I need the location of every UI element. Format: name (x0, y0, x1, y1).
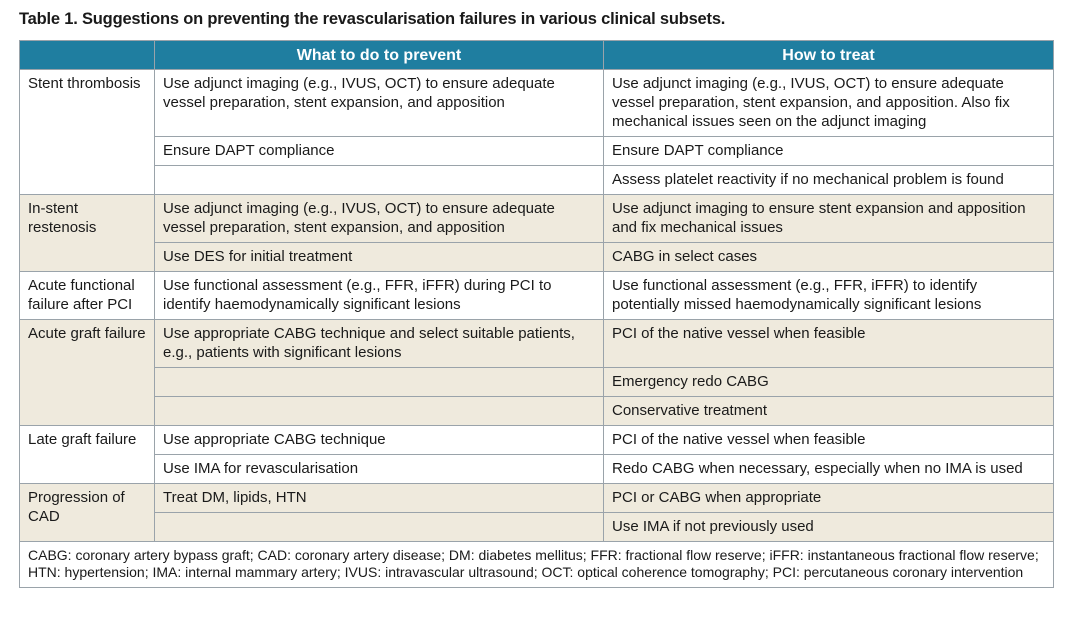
prevent-cell (155, 397, 604, 426)
prevent-cell: Treat DM, lipids, HTN (155, 484, 604, 513)
table-row (20, 426, 1054, 455)
prevent-cell (155, 166, 604, 195)
header-prevent: What to do to prevent (155, 41, 604, 70)
abbreviations-footnote: CABG: coronary artery bypass graft; CAD: coronary artery disease; DM: diabetes mellitus; FFR: fractional flow reserve; iFFR: instantaneous fractional flow reserve; HTN: hypertension; IMA: internal mammary artery; IVUS: intravascular ultrasound; OCT: optical coherence tomography; PCI: percutaneous coronary intervention (20, 542, 1054, 588)
treat-cell: PCI of the native vessel when feasible (604, 320, 1054, 368)
table-row (20, 455, 1054, 484)
prevent-cell: Ensure DAPT compliance (155, 137, 604, 166)
prevent-cell (155, 513, 604, 542)
prevent-cell: Use adjunct imaging (e.g., IVUS, OCT) to ensure adequate vessel preparation, stent expansion, and apposition (155, 195, 604, 243)
treat-cell: Use adjunct imaging to ensure stent expansion and apposition and fix mechanical issues (604, 195, 1054, 243)
table-row (20, 513, 1054, 542)
treat-cell: Conservative treatment (604, 397, 1054, 426)
table-row (20, 484, 1054, 513)
subset-cell: Acute functional failure after PCI (20, 272, 155, 320)
subset-cell: Stent thrombosis (20, 70, 155, 195)
treat-cell: Use IMA if not previously used (604, 513, 1054, 542)
prevent-cell: Use functional assessment (e.g., FFR, iFFR) during PCI to identify haemodynamically significant lesions (155, 272, 604, 320)
subset-cell: Late graft failure (20, 426, 155, 484)
subset-cell: Acute graft failure (20, 320, 155, 426)
header-subset (20, 41, 155, 70)
table-header-row (20, 41, 1054, 70)
table-row (20, 243, 1054, 272)
table-row (20, 368, 1054, 397)
table-row (20, 397, 1054, 426)
footnote-row (20, 542, 1054, 588)
prevent-cell: Use adjunct imaging (e.g., IVUS, OCT) to ensure adequate vessel preparation, stent expansion, and apposition (155, 70, 604, 137)
treat-cell: PCI or CABG when appropriate (604, 484, 1054, 513)
treat-cell: Ensure DAPT compliance (604, 137, 1054, 166)
prevent-cell: Use IMA for revascularisation (155, 455, 604, 484)
treat-cell: Emergency redo CABG (604, 368, 1054, 397)
treat-cell: Redo CABG when necessary, especially when no IMA is used (604, 455, 1054, 484)
header-treat: How to treat (604, 41, 1054, 70)
table-row (20, 166, 1054, 195)
treat-cell: Use functional assessment (e.g., FFR, iFFR) to identify potentially missed haemodynamically significant lesions (604, 272, 1054, 320)
treat-cell: PCI of the native vessel when feasible (604, 426, 1054, 455)
prevent-cell: Use appropriate CABG technique and select suitable patients, e.g., patients with significant lesions (155, 320, 604, 368)
table-row (20, 195, 1054, 243)
table-row (20, 137, 1054, 166)
subset-cell: In-stent restenosis (20, 195, 155, 272)
treat-cell: Use adjunct imaging (e.g., IVUS, OCT) to ensure adequate vessel preparation, stent expansion, and apposition. Also fix mechanical issues seen on the adjunct imaging (604, 70, 1054, 137)
table-row (20, 320, 1054, 368)
suggestions-table (19, 40, 1054, 588)
treat-cell: Assess platelet reactivity if no mechanical problem is found (604, 166, 1054, 195)
table-row (20, 272, 1054, 320)
prevent-cell: Use DES for initial treatment (155, 243, 604, 272)
prevent-cell: Use appropriate CABG technique (155, 426, 604, 455)
prevent-cell (155, 368, 604, 397)
table-row (20, 70, 1054, 137)
subset-cell: Progression of CAD (20, 484, 155, 542)
table-caption: Table 1. Suggestions on preventing the revascularisation failures in various clinical subsets. (19, 10, 726, 28)
treat-cell: CABG in select cases (604, 243, 1054, 272)
